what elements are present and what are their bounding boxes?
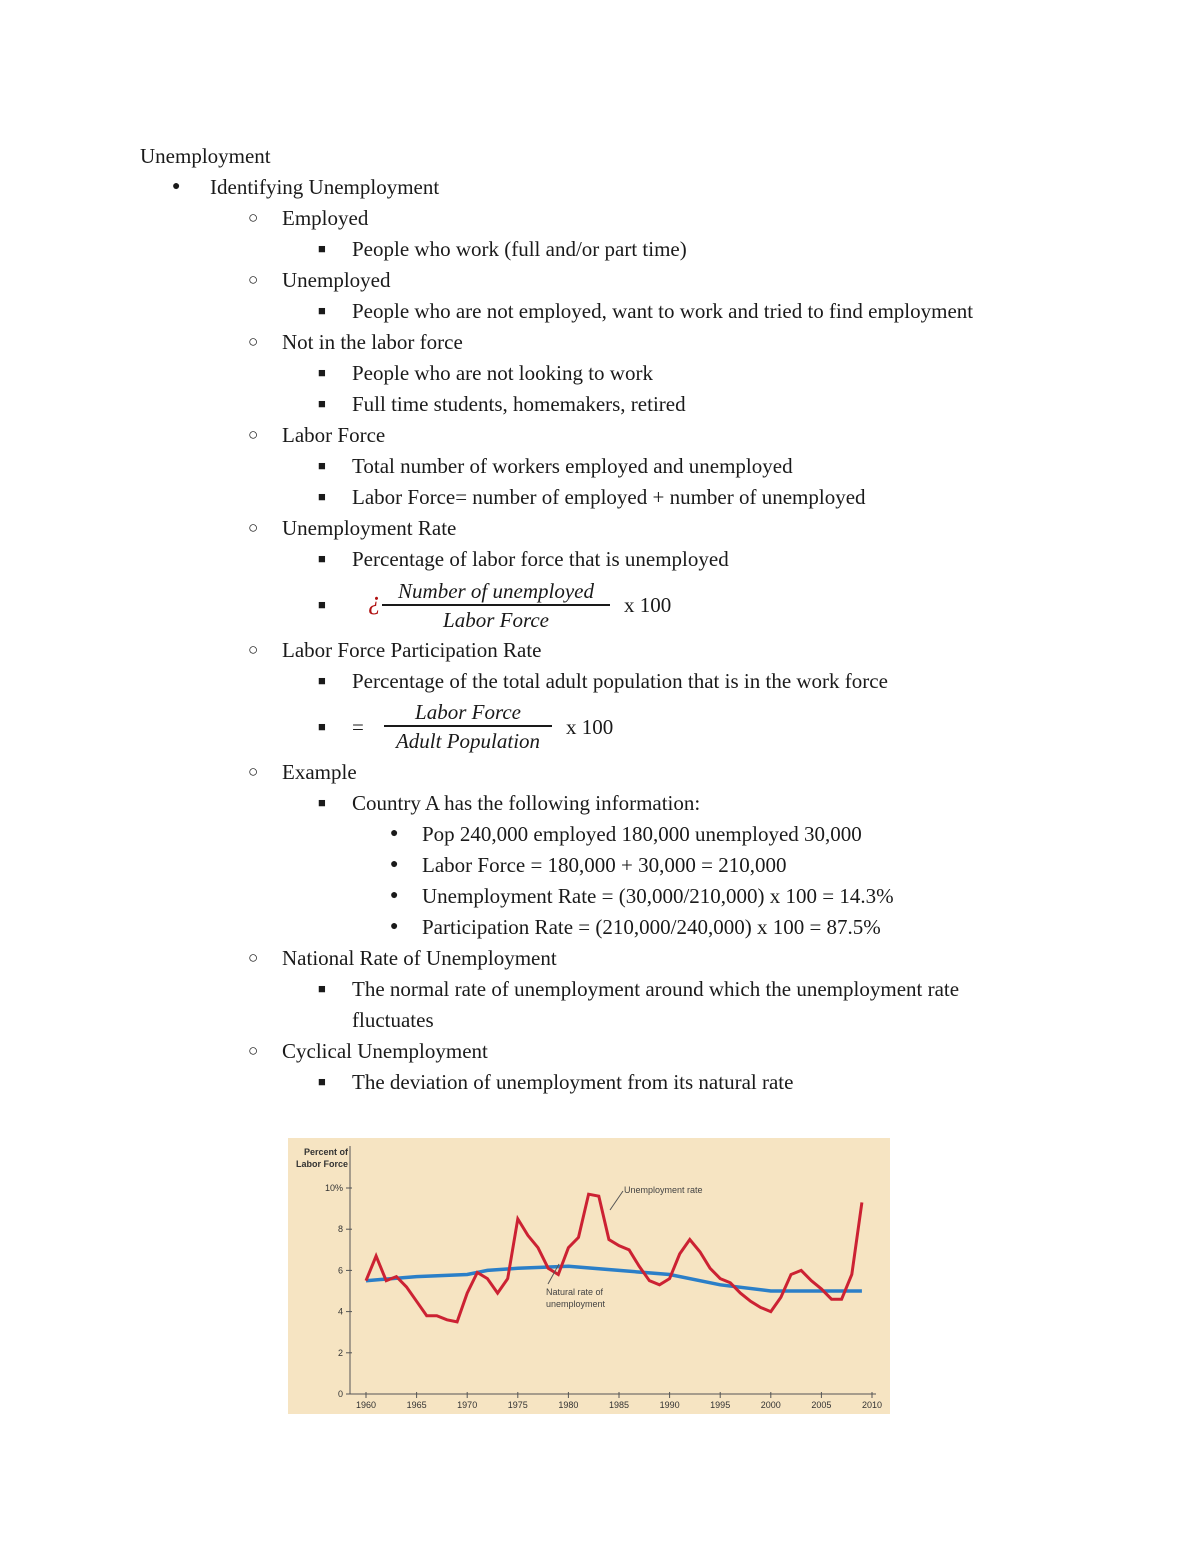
national-rate-definition-line-1: The normal rate of unemployment around which the unemployment rate (352, 977, 960, 1001)
term-national-rate: National Rate of Unemployment (282, 946, 557, 970)
fraction-denominator: Labor Force (443, 608, 549, 632)
unemployment-rate-annotation: Unemployment rate (624, 1185, 703, 1195)
bullet-filled-icon: ● (390, 826, 399, 841)
example-item-2: Labor Force = 180,000 + 30,000 = 210,000 (422, 853, 787, 877)
labor-force-definition-1: Total number of workers employed and unemployed (352, 454, 793, 478)
bullet-square-icon: ■ (318, 673, 326, 688)
fraction-numerator: Labor Force (384, 699, 552, 727)
x-tick-label: 1990 (659, 1400, 680, 1410)
y-tick-label: 2 (337, 1347, 343, 1358)
bullet-hollow-icon: ○ (248, 270, 259, 289)
not-in-labor-force-definition-1: People who are not looking to work (352, 361, 653, 385)
bullet-hollow-icon: ○ (248, 332, 259, 351)
y-axis-label-line-2: Labor Force (296, 1159, 349, 1169)
bullet-square-icon: ■ (318, 396, 326, 411)
example-item-1: Pop 240,000 employed 180,000 unemployed 30,000 (422, 822, 862, 846)
fraction-numerator: Number of unemployed (382, 578, 610, 606)
x-tick-label: 1980 (558, 1400, 579, 1410)
term-cyclical-unemployment: Cyclical Unemployment (282, 1039, 488, 1063)
formula-equals: = (352, 715, 364, 739)
x-tick-label: 2010 (861, 1400, 883, 1410)
bullet-hollow-icon: ○ (248, 762, 259, 781)
bullet-square-icon: ■ (318, 551, 326, 566)
natural-rate-annotation-line-1: Natural rate of (546, 1287, 604, 1297)
bullet-hollow-icon: ○ (248, 948, 259, 967)
x-tick-label: 1975 (507, 1400, 528, 1410)
formula-multiplier: x 100 (566, 715, 614, 739)
x-tick-label: 2000 (760, 1400, 781, 1410)
example-item-4: Participation Rate = (210,000/240,000) x 100 = 87.5% (422, 915, 881, 939)
term-not-in-labor-force: Not in the labor force (282, 330, 463, 354)
annotation-leader-line (610, 1191, 623, 1210)
participation-rate-definition: Percentage of the total adult population that is in the work force (352, 669, 888, 693)
unemployment-rate-definition: Percentage of labor force that is unemployed (352, 547, 729, 571)
bullet-square-icon: ■ (318, 597, 326, 612)
x-tick-label: 1970 (457, 1400, 478, 1410)
participation-rate-fraction (384, 699, 552, 755)
employed-definition: People who work (full and/or part time) (352, 237, 687, 261)
bullet-hollow-icon: ○ (248, 640, 259, 659)
example-item-3: Unemployment Rate = (30,000/210,000) x 100 = 14.3% (422, 884, 894, 908)
y-tick-label: 10% (324, 1183, 343, 1193)
y-tick-label: 0 (337, 1389, 343, 1399)
bullet-filled-icon: ● (390, 919, 399, 934)
term-employed: Employed (282, 206, 369, 230)
bullet-square-icon: ■ (318, 1074, 326, 1089)
bullet-square-icon: ■ (318, 303, 326, 318)
bullet-hollow-icon: ○ (248, 425, 259, 444)
bullet-filled-icon: ● (390, 857, 399, 872)
x-tick-label: 1965 (406, 1400, 427, 1410)
cyclical-definition: The deviation of unemployment from its natural rate (352, 1070, 794, 1094)
term-unemployed: Unemployed (282, 268, 391, 292)
x-tick-label: 2005 (811, 1400, 832, 1410)
unemployment-rate-series-line (366, 1194, 862, 1322)
term-unemployment-rate: Unemployment Rate (282, 516, 457, 540)
bullet-filled-icon: ● (390, 888, 399, 903)
x-tick-label: 1960 (355, 1400, 377, 1410)
term-participation-rate: Labor Force Participation Rate (282, 638, 542, 662)
x-tick-label: 1985 (608, 1400, 630, 1410)
bullet-square-icon: ■ (318, 458, 326, 473)
bullet-square-icon: ■ (318, 241, 326, 256)
unemployed-definition: People who are not employed, want to work and tried to find employment (352, 299, 974, 323)
formula-multiplier: x 100 (624, 593, 672, 617)
national-rate-definition-line-2: fluctuates (352, 1008, 434, 1032)
bullet-square-icon: ■ (318, 365, 326, 380)
bullet-square-icon: ■ (318, 489, 326, 504)
bullet-square-icon: ■ (318, 981, 326, 996)
bullet-hollow-icon: ○ (248, 208, 259, 227)
bullet-filled-icon: ● (172, 179, 181, 194)
unemployment-chart (288, 1138, 890, 1414)
formula-prefix-symbol: ¿ (368, 586, 381, 615)
term-example: Example (282, 760, 357, 784)
y-tick-label: 4 (337, 1306, 343, 1317)
term-labor-force: Labor Force (282, 423, 386, 447)
y-tick-label: 6 (337, 1265, 343, 1276)
natural-rate-annotation-line-2: unemployment (546, 1299, 606, 1309)
document-title: Unemployment (140, 144, 271, 168)
y-tick-label: 8 (337, 1224, 343, 1235)
y-axis-label-line-1: Percent of (304, 1147, 349, 1157)
fraction-denominator: Adult Population (395, 729, 541, 753)
not-in-labor-force-definition-2: Full time students, homemakers, retired (352, 392, 686, 416)
bullet-hollow-icon: ○ (248, 518, 259, 537)
bullet-hollow-icon: ○ (248, 1041, 259, 1060)
labor-force-definition-2: Labor Force= number of employed + number of unemployed (352, 485, 866, 509)
bullet-square-icon: ■ (318, 719, 326, 734)
unemployment-rate-fraction (382, 578, 610, 634)
section-heading: Identifying Unemployment (210, 175, 440, 199)
unemployment-chart-figure (288, 1138, 890, 1414)
example-intro: Country A has the following information: (352, 791, 701, 815)
bullet-square-icon: ■ (318, 795, 326, 810)
x-tick-label: 1995 (710, 1400, 731, 1410)
